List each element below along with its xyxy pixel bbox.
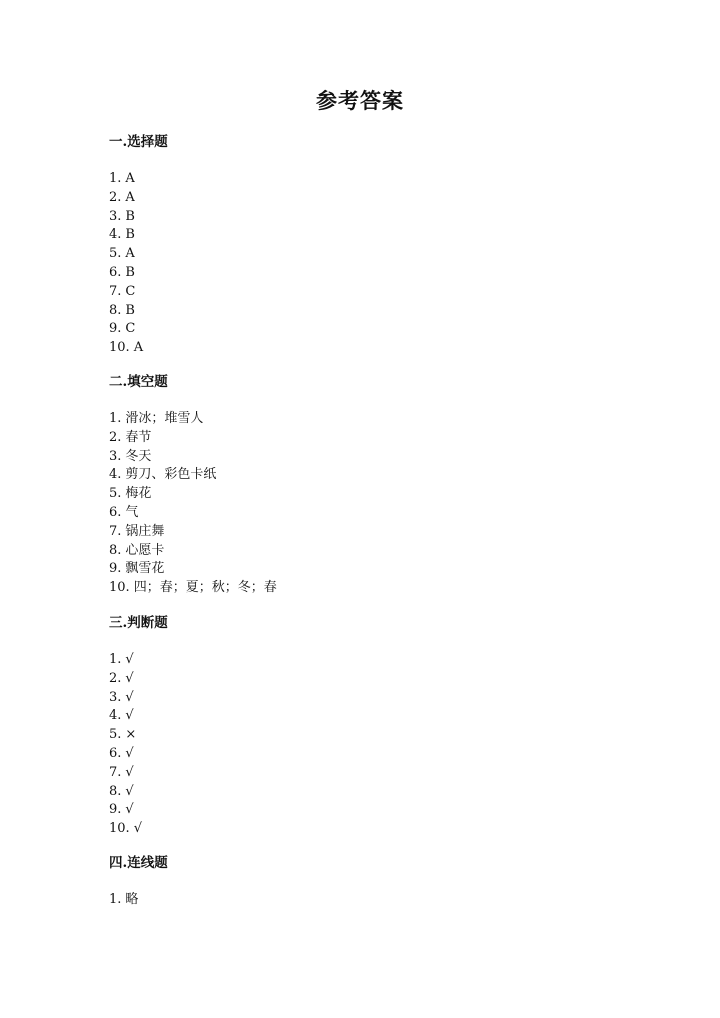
answer-value: A (125, 171, 135, 186)
answer-value: B (125, 264, 135, 280)
answer-item (109, 245, 609, 264)
answer-item (109, 466, 609, 485)
answer-value: 剪刀、彩色卡纸 (125, 467, 217, 483)
answer-value: 心愿卡 (125, 542, 165, 558)
answer-number: 5. (109, 246, 122, 262)
answer-number: 3. (109, 208, 122, 224)
answer-item (109, 670, 609, 689)
answer-number: 8. (109, 783, 122, 799)
answer-value: B (125, 227, 135, 243)
answer-item (109, 429, 609, 448)
section-heading: 一.选择题 (109, 134, 168, 150)
section-matching (109, 854, 609, 910)
answer-value: 飘雪花 (125, 561, 165, 577)
answer-item (109, 504, 609, 523)
answer-item (109, 560, 609, 579)
answer-number: 4. (109, 227, 122, 243)
answer-item (109, 283, 609, 302)
answer-item (109, 689, 609, 708)
answer-item (109, 783, 609, 802)
answer-value: 冬天 (125, 448, 152, 464)
answer-number: 10. (109, 821, 130, 837)
answer-number: 4. (109, 467, 122, 483)
answer-list (109, 410, 609, 598)
answer-number: 6. (109, 504, 122, 520)
section-heading: 二.填空题 (109, 374, 168, 390)
answer-value: √ (125, 670, 134, 686)
section-multiple-choice (109, 133, 609, 358)
answer-value: √ (133, 821, 142, 837)
answer-list (109, 891, 609, 910)
answer-number: 1. (109, 411, 122, 426)
answer-list (109, 651, 609, 839)
answer-number: 1. (109, 652, 122, 667)
answer-number: 1. (109, 171, 122, 186)
answer-item (109, 226, 609, 245)
answer-value: √ (125, 652, 134, 667)
answer-item (109, 820, 609, 839)
answer-number: 5. (109, 486, 122, 502)
answer-number: 7. (109, 523, 122, 539)
answer-number: 1. (109, 892, 122, 907)
answer-item (109, 726, 609, 745)
answer-number: 4. (109, 708, 122, 724)
answer-item (109, 485, 609, 504)
answer-item (109, 707, 609, 726)
answer-number: 3. (109, 448, 122, 464)
answer-value: √ (125, 745, 134, 761)
answer-value: B (125, 302, 135, 318)
answer-number: 6. (109, 745, 122, 761)
section-fill-in-blank (109, 373, 609, 598)
answer-item (109, 523, 609, 542)
answer-list (109, 170, 609, 358)
section-heading: 三.判断题 (109, 615, 168, 631)
answer-item (109, 264, 609, 283)
answer-value: 滑冰；堆雪人 (125, 411, 204, 426)
answer-item (109, 339, 609, 358)
answer-item (109, 302, 609, 321)
answer-number: 7. (109, 283, 122, 299)
answer-item (109, 410, 609, 429)
answer-value: C (125, 283, 136, 299)
answer-number: 9. (109, 802, 122, 818)
answer-value: √ (125, 689, 134, 705)
answer-value: B (125, 208, 135, 224)
answer-item (109, 579, 609, 598)
answer-value: A (125, 189, 135, 205)
answer-number: 9. (109, 561, 122, 577)
answer-value: 梅花 (125, 486, 152, 502)
answer-value: A (125, 246, 135, 262)
answer-value: × (125, 727, 137, 743)
answer-number: 10. (109, 580, 130, 596)
answer-number: 7. (109, 764, 122, 780)
answer-number: 3. (109, 689, 122, 705)
answer-value: √ (125, 708, 134, 724)
answer-number: 2. (109, 670, 122, 686)
section-true-false (109, 614, 609, 839)
answer-value: √ (125, 802, 134, 818)
answer-item (109, 448, 609, 467)
answer-item (109, 170, 609, 189)
answer-number: 5. (109, 727, 122, 743)
answer-item (109, 189, 609, 208)
answer-value: 四；春；夏；秋；冬；春 (133, 580, 277, 596)
answer-value: 锅庄舞 (125, 523, 165, 539)
section-heading: 四.连线题 (109, 855, 168, 871)
answer-number: 8. (109, 302, 122, 318)
answer-value: C (125, 321, 136, 337)
answer-value: 气 (125, 504, 139, 520)
answer-value: 略 (125, 892, 139, 907)
answer-item (109, 745, 609, 764)
answer-number: 6. (109, 264, 122, 280)
answer-value: 春节 (125, 429, 152, 445)
answer-value: √ (125, 783, 134, 799)
answer-item (109, 764, 609, 783)
answer-number: 2. (109, 429, 122, 445)
answer-number: 10. (109, 340, 130, 356)
answer-number: 9. (109, 321, 122, 337)
answer-number: 8. (109, 542, 122, 558)
page-title: 参考答案 (316, 88, 404, 113)
answer-value: A (133, 340, 144, 356)
answer-value: √ (125, 764, 134, 780)
answer-item (109, 651, 609, 670)
answer-number: 2. (109, 189, 122, 205)
answer-item (109, 320, 609, 339)
answer-item (109, 542, 609, 561)
answer-item (109, 801, 609, 820)
answer-item (109, 891, 609, 910)
answer-item (109, 208, 609, 227)
